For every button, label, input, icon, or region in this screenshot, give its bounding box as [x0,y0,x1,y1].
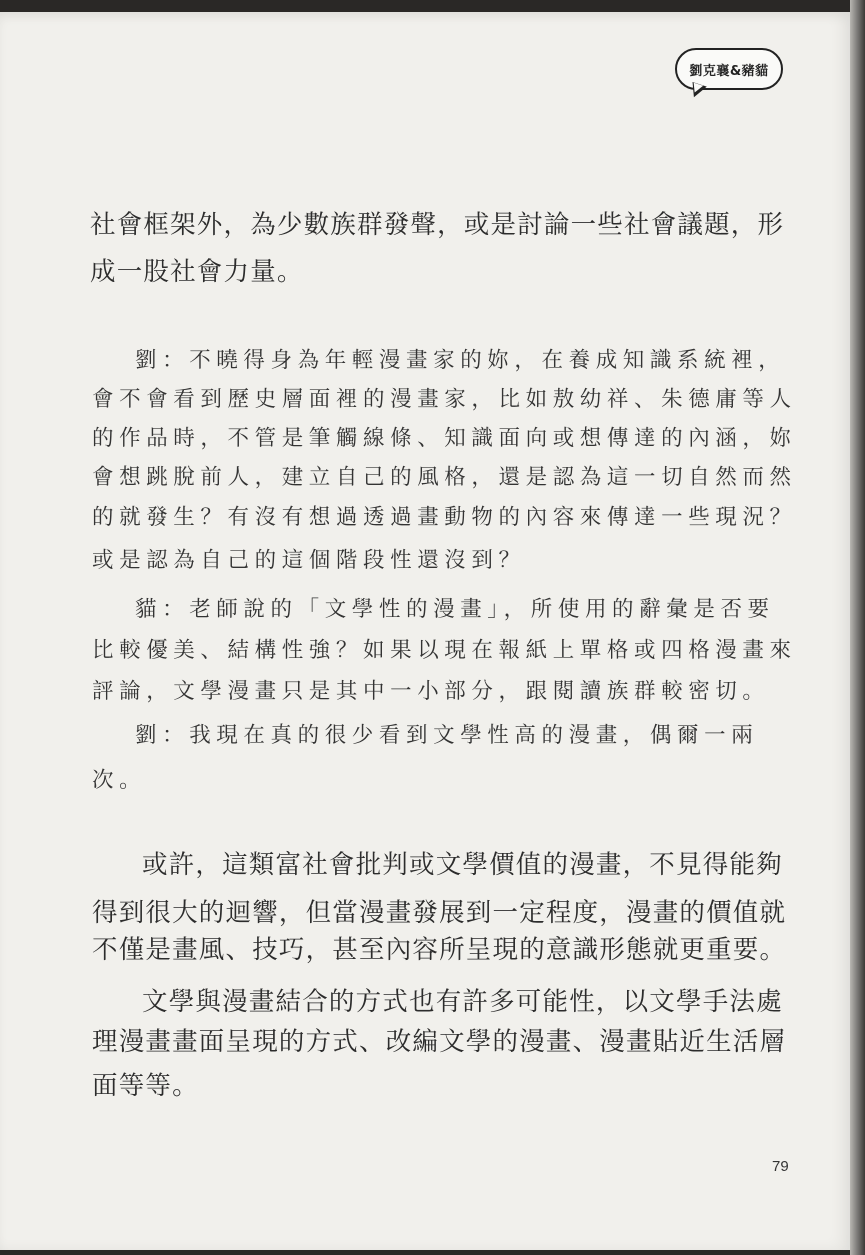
dialogue-line: 次。 [92,768,147,793]
header-badge-text: 劉克襄&豬貓 [689,63,769,79]
body-line: 得到很大的迴響，但當漫畫發展到一定程度，漫畫的價值就 [92,898,787,928]
body-line: 面等等。 [92,1071,199,1101]
body-line: 理漫畫畫面呈現的方式、改編文學的漫畫、漫畫貼近生活層 [92,1027,787,1057]
dialogue-line: 評論，文學漫畫只是其中一小部分，跟閱讀族群較密切。 [92,679,770,704]
page-edge-shadow [850,0,865,1255]
dialogue-line: 比較優美、結構性強？如果以現在報紙上單格或四格漫畫來 [92,638,797,663]
intro-line: 社會框架外，為少數族群發聲，或是討論一些社會議題，形 [90,210,785,240]
dialogue-line: 劉：不曉得身為年輕漫畫家的妳，在養成知識系統裡， [135,348,786,373]
book-page [0,12,850,1250]
dialogue-line: 會想跳脫前人，建立自己的風格，還是認為這一切自然而然 [92,465,797,490]
dialogue-line: 貓：老師說的「文學性的漫畫」，所使用的辭彙是否要 [135,597,775,622]
body-line: 文學與漫畫結合的方式也有許多可能性，以文學手法處 [142,987,783,1017]
dialogue-line: 的就發生？有沒有想過透過畫動物的內容來傳達一些現況？ [92,505,797,530]
dialogue-line: 的作品時，不管是筆觸線條、知識面向或想傳達的內涵，妳 [92,426,797,451]
body-line: 或許，這類富社會批判或文學價值的漫畫，不見得能夠 [142,850,783,880]
dialogue-line: 會不會看到歷史層面裡的漫畫家，比如敖幼祥、朱德庸等人 [92,387,797,412]
intro-line: 成一股社會力量。 [90,257,304,287]
body-line: 不僅是畫風、技巧，甚至內容所呈現的意識形態就更重要。 [92,935,787,965]
dialogue-line: 或是認為自己的這個階段性還沒到？ [92,548,526,573]
dialogue-line: 劉：我現在真的很少看到文學性高的漫畫，偶爾一兩 [135,723,759,748]
page-number: 79 [772,1158,789,1175]
